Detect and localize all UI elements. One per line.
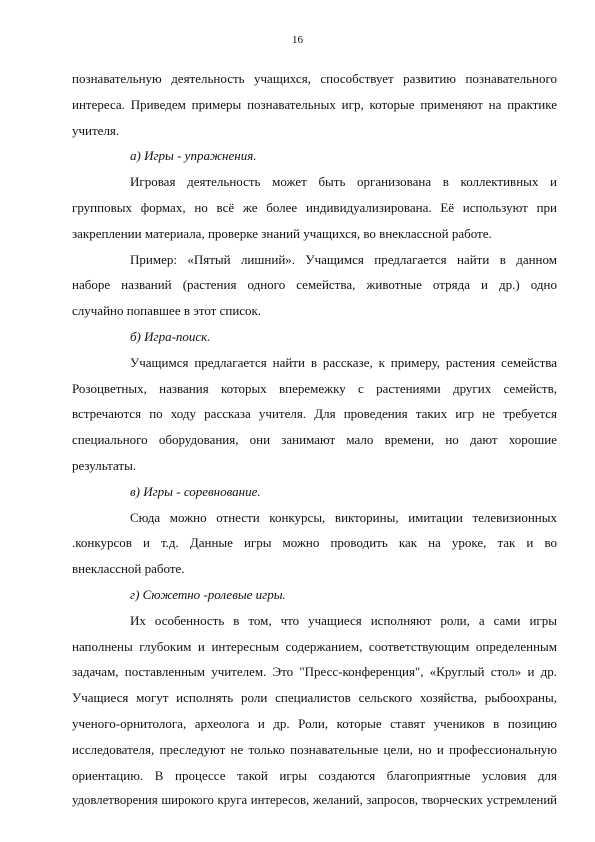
text-line: внеклассной работе. [72,561,185,577]
text-line: Их особенность в том, что учащиеся исполняют роли, а сами игры [130,612,557,628]
text-line: наполнены глубоким и интересным содержанием, соответствующим определенным [72,638,557,654]
text-line: ученого-орнитолога, археолога и др. Роли, которые ставят учеников в позицию [72,715,557,731]
text-line: Учащиеся могут исполнять роли специалистов сельского хозяйства, рыбоохраны, [72,690,557,706]
section-heading: а) Игры - упражнения. [130,148,257,164]
text-line: Сюда можно отнести конкурсы, викторины, имитации телевизионных [130,509,557,525]
text-line: ориентацию. В процессе такой игры создаются благоприятные условия для [72,767,557,783]
text-line: специального оборудования, они занимают мало времени, но дают хорошие [72,432,557,448]
page-number: 16 [292,34,303,46]
text-line: закреплении материала, проверке знаний учащихся, во внеклассной работе. [72,225,492,241]
text-line: познавательную деятельность учащихся, способствует развитию познавательного [72,71,557,86]
text-line: Учащимся предлагается найти в рассказе, к примеру, растения семейства [130,354,557,370]
section-heading: в) Игры - соревнование. [130,483,261,499]
text-line: исследователя, преследуют не только познавательные цели, но и профессиональную [72,741,557,757]
section-heading: б) Игра-поиск. [130,328,211,344]
text-line: .конкурсов и т.д. Данные игры можно проводить как на уроке, так и во [72,535,557,551]
text-line: Пример: «Пятый лишний». Учащимся предлагается найти в данном [130,251,557,267]
section-heading: г) Сюжетно -ролевые игры. [130,586,286,602]
text-line: групповых формах, но всё же более индивидуализирована. Её используют при [72,199,557,215]
text-line: встречаются по ходу рассказа учителя. Для проведения таких игр не требуется [72,406,557,422]
text-line: случайно попавшее в этот список. [72,303,262,319]
text-line: интереса. Приведем примеры познавательных игр, которые применяют на практике [72,96,557,112]
text-line: удовлетворения широкого круга интересов, желаний, запросов, творческих устремлений [72,793,557,808]
text-line: наборе названий (растения одного семейства, животные отряда и др.) одно [72,277,557,293]
text-line: учителя. [72,122,120,138]
text-line: задачам, поставленным учителем. Это "Пресс-конференция", «Круглый стол» и др. [72,664,557,680]
text-line: Розоцветных, названия которых вперемежку с растениями других семейств, [72,380,557,396]
body-text [72,66,557,814]
text-line: результаты. [72,457,137,473]
text-line: Игровая деятельность может быть организована в коллективных и [130,174,557,190]
